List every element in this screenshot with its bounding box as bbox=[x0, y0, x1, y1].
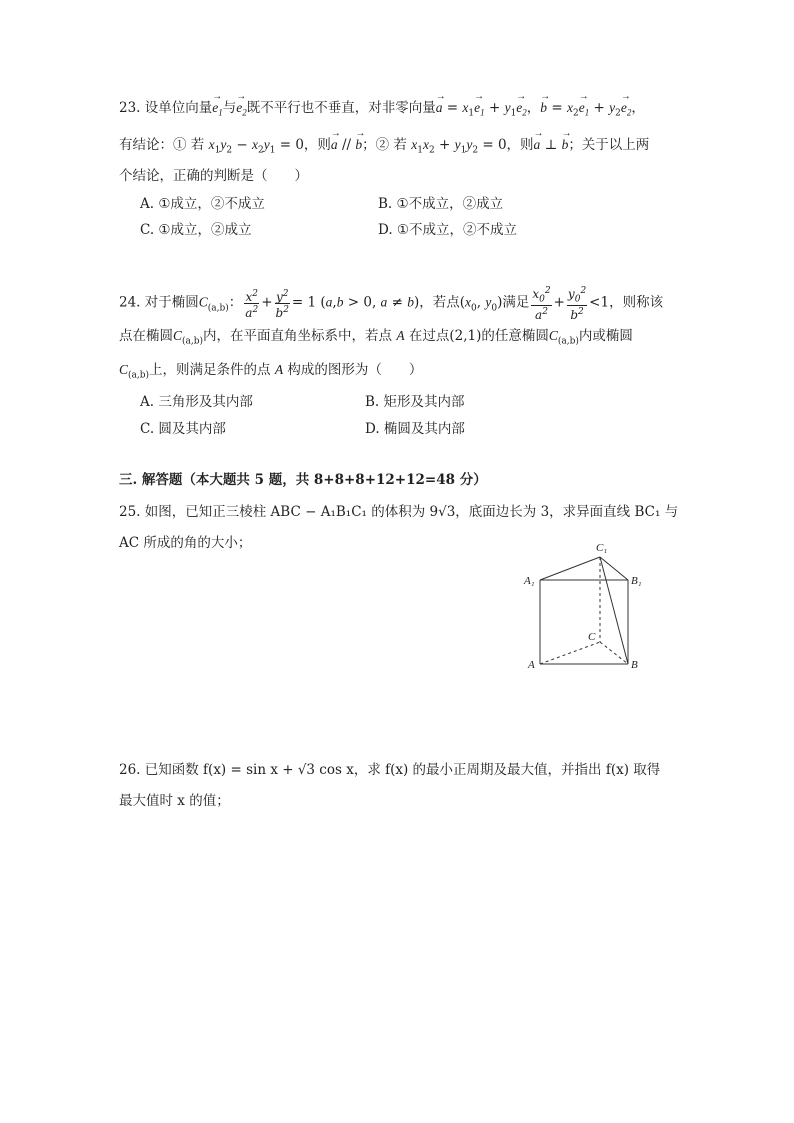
q23-line1: 23. 设单位向量→ $e_1$与→ $e_2$既不平行也不垂直，对非零向量→ $a = x_1\to e_1 + y_1\to e_2$，→ $b = x_2\to e_1 + y_2\to e_2$， bbox=[119, 98, 645, 124]
q24-option-a: A. 三角形及其内部 bbox=[140, 394, 253, 410]
label-a: A bbox=[528, 659, 535, 671]
q24-option-c: C. 圆及其内部 bbox=[140, 421, 226, 437]
prism-diagram bbox=[520, 540, 650, 675]
q23-option-d: D. ①不成立，②不成立 bbox=[378, 222, 518, 238]
q23-line2: 有结论：① 若 $x_1y_2 - x_2y_1 = 0$，则→ a // → b；② 若 $x_1x_2 + y_1y_2 = 0$，则→ a ⊥ → b；关于以上两 bbox=[119, 135, 649, 161]
section-heading: 三. 解答题（本大题共 5 题，共 8+8+8+12+12=48 分） bbox=[119, 472, 487, 488]
q24-line1: 24. 对于椭圆$C_{(a,b)}$： $\frac{x^2}{a^2}$ + $\frac{y^2}{b^2}$ = 1 (a,b > 0, a ≠ b)，若点($x_0$, $y_0$)满足 $\frac{x_0^2}{a^2}$ + $\frac{y_0^2}{b^2}$ <1，则称该 bbox=[119, 286, 664, 323]
q23-option-c: C. ①成立，②成立 bbox=[140, 222, 252, 238]
q24-line2: 点在椭圆$C_{(a,b)}$内，在平面直角坐标系中，若点 A 在过点(2,1)的任意椭圆$C_{(a,b)}$内或椭圆 bbox=[119, 328, 633, 347]
q24-line3: $C_{(a,b)}$上，则满足条件的点 A 构成的图形为（ ） bbox=[119, 362, 423, 381]
q24-option-b: B. 矩形及其内部 bbox=[365, 394, 465, 410]
q23-option-b: B. ①不成立，②成立 bbox=[378, 196, 504, 212]
q23-line3: 个结论，正确的判断是（ ） bbox=[119, 168, 308, 184]
q26-line1: 26. 已知函数 f(x) = sin x + √3 cos x，求 f(x) 的最小正周期及最大值，并指出 f(x) 取得 bbox=[119, 762, 661, 778]
q25-line1: 25. 如图，已知正三棱柱 ABC − A₁B₁C₁ 的体积为 9√3，底面边长为 3，求异面直线 BC₁ 与 bbox=[119, 504, 679, 520]
q26-line2: 最大值时 x 的值； bbox=[119, 793, 230, 809]
label-b1: B₁ bbox=[631, 575, 642, 587]
prism-figure bbox=[520, 540, 650, 675]
label-c1: C₁ bbox=[596, 542, 608, 554]
label-c: C bbox=[588, 631, 596, 643]
q24-option-d: D. 椭圆及其内部 bbox=[365, 421, 465, 437]
label-b: B bbox=[631, 659, 638, 671]
label-a1: A₁ bbox=[524, 575, 535, 587]
q23-option-a: A. ①成立，②不成立 bbox=[140, 196, 265, 212]
q25-line2: AC 所成的角的大小； bbox=[119, 535, 252, 551]
